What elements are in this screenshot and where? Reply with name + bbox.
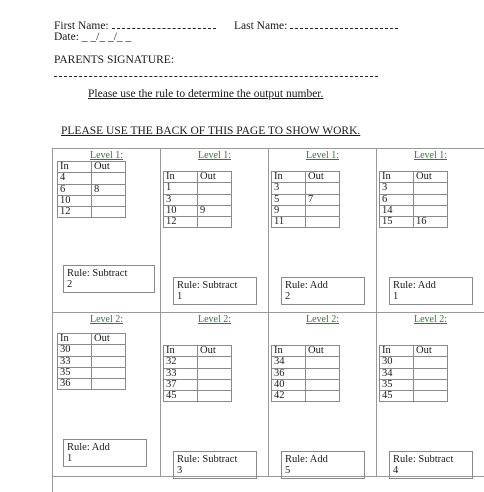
input-value: 4 xyxy=(58,173,92,184)
rule-box xyxy=(389,451,473,479)
column-header-out: Out xyxy=(92,162,126,173)
parents-signature-line[interactable] xyxy=(54,68,378,80)
table-row xyxy=(58,173,126,184)
input-value: 5 xyxy=(272,194,306,205)
table-row xyxy=(272,379,340,390)
table-row xyxy=(164,194,232,205)
table-header-row xyxy=(380,172,448,183)
input-value: 10 xyxy=(164,205,198,216)
level-label: Level 1: xyxy=(197,150,232,161)
input-value: 35 xyxy=(58,367,92,378)
level-label: Level 1: xyxy=(89,150,124,161)
input-value: 3 xyxy=(164,194,198,205)
output-answer-cell[interactable] xyxy=(198,379,232,390)
output-answer-cell[interactable] xyxy=(306,368,340,379)
table-row xyxy=(380,183,448,194)
table-header-row xyxy=(272,346,340,357)
output-answer-cell[interactable] xyxy=(414,357,448,368)
instruction-text: Please use the rule to determine the output number. xyxy=(88,88,324,100)
table-row xyxy=(164,217,232,228)
output-answer-cell[interactable] xyxy=(198,357,232,368)
input-value: 11 xyxy=(272,217,306,228)
input-value: 34 xyxy=(272,357,306,368)
problem-cell xyxy=(53,149,161,313)
table-row xyxy=(380,391,448,402)
rule-amount: 1 xyxy=(177,291,183,302)
input-value: 6 xyxy=(380,194,414,205)
output-answer-cell[interactable] xyxy=(198,217,232,228)
column-header-in: In xyxy=(272,346,306,357)
problem-cell xyxy=(377,149,484,313)
table-header-row xyxy=(380,346,448,357)
table-row xyxy=(272,217,340,228)
table-row xyxy=(272,357,340,368)
column-header-in: In xyxy=(380,346,414,357)
rule-amount: 5 xyxy=(285,465,291,476)
rule-amount: 1 xyxy=(393,291,399,302)
column-header-out: Out xyxy=(198,172,232,183)
input-value: 36 xyxy=(272,368,306,379)
column-header-out: Out xyxy=(414,346,448,357)
table-row xyxy=(380,194,448,205)
output-answer-cell[interactable]: 8 xyxy=(92,184,126,195)
output-answer-cell[interactable] xyxy=(414,194,448,205)
input-value: 36 xyxy=(58,379,92,390)
output-answer-cell[interactable] xyxy=(306,357,340,368)
table-row xyxy=(272,194,340,205)
table-row xyxy=(58,345,126,356)
problem-cell xyxy=(269,313,377,477)
input-value: 35 xyxy=(380,379,414,390)
output-answer-cell[interactable] xyxy=(198,194,232,205)
column-header-in: In xyxy=(272,172,306,183)
output-answer-cell[interactable] xyxy=(306,183,340,194)
problem-cell xyxy=(53,313,161,477)
in-out-table xyxy=(379,171,448,228)
input-value: 45 xyxy=(164,391,198,402)
rule-text: Rule: Add xyxy=(285,454,328,465)
last-name-label: Last Name: xyxy=(234,20,288,32)
rule-text: Rule: Add xyxy=(285,280,328,291)
rule-amount: 3 xyxy=(177,465,183,476)
table-header-row xyxy=(58,334,126,345)
table-row xyxy=(58,207,126,218)
table-row xyxy=(164,357,232,368)
input-value: 33 xyxy=(164,368,198,379)
problem-cell xyxy=(161,313,269,477)
table-header-row xyxy=(58,162,126,173)
level-label: Level 1: xyxy=(305,150,340,161)
output-answer-cell[interactable] xyxy=(306,379,340,390)
problem-cell xyxy=(377,313,484,477)
output-answer-cell[interactable] xyxy=(92,367,126,378)
table-row xyxy=(58,379,126,390)
level-label: Level 2: xyxy=(413,314,448,325)
level-label: Level 2: xyxy=(305,314,340,325)
input-value: 34 xyxy=(380,368,414,379)
first-name-blank[interactable] xyxy=(112,21,216,29)
in-out-table xyxy=(271,345,340,402)
input-value: 40 xyxy=(272,379,306,390)
rule-amount: 2 xyxy=(67,279,73,290)
input-value: 12 xyxy=(164,217,198,228)
input-value: 10 xyxy=(58,195,92,206)
table-row xyxy=(380,217,448,228)
rule-box xyxy=(63,439,147,467)
level-label: Level 1: xyxy=(413,150,448,161)
in-out-table xyxy=(163,345,232,402)
column-header-out: Out xyxy=(92,334,126,345)
input-value: 15 xyxy=(380,217,414,228)
table-row xyxy=(58,356,126,367)
last-name-blank[interactable] xyxy=(290,21,398,29)
output-answer-cell[interactable] xyxy=(198,368,232,379)
rule-amount: 2 xyxy=(285,291,291,302)
output-answer-cell[interactable] xyxy=(92,207,126,218)
input-value: 37 xyxy=(164,379,198,390)
input-value: 45 xyxy=(380,391,414,402)
table-row xyxy=(164,379,232,390)
output-answer-cell[interactable] xyxy=(92,173,126,184)
table-row xyxy=(164,183,232,194)
output-answer-cell[interactable] xyxy=(92,379,126,390)
table-row xyxy=(58,195,126,206)
rule-text: Rule: Subtract xyxy=(177,280,238,291)
rule-box xyxy=(389,277,473,305)
output-answer-cell[interactable] xyxy=(198,391,232,402)
in-out-table xyxy=(163,171,232,228)
in-out-table xyxy=(57,161,126,218)
output-answer-cell[interactable] xyxy=(198,183,232,194)
output-answer-cell[interactable]: 16 xyxy=(414,217,448,228)
output-answer-cell[interactable] xyxy=(306,217,340,228)
table-row xyxy=(272,183,340,194)
input-value: 12 xyxy=(58,207,92,218)
table-row xyxy=(272,391,340,402)
output-answer-cell[interactable]: 9 xyxy=(198,205,232,216)
column-header-out: Out xyxy=(306,346,340,357)
output-answer-cell[interactable] xyxy=(414,205,448,216)
table-row xyxy=(380,379,448,390)
rule-box xyxy=(173,277,257,305)
input-value: 30 xyxy=(380,357,414,368)
output-answer-cell[interactable] xyxy=(92,356,126,367)
column-header-in: In xyxy=(164,172,198,183)
output-answer-cell[interactable] xyxy=(414,379,448,390)
table-header-row xyxy=(164,346,232,357)
output-answer-cell[interactable] xyxy=(306,205,340,216)
table-row xyxy=(58,184,126,195)
last-name-field[interactable] xyxy=(234,20,398,32)
problem-grid xyxy=(52,148,484,492)
column-header-out: Out xyxy=(414,172,448,183)
table-row xyxy=(164,391,232,402)
column-header-in: In xyxy=(58,162,92,173)
table-row xyxy=(164,368,232,379)
rule-amount: 1 xyxy=(67,453,73,464)
rule-text: Rule: Add xyxy=(67,442,110,453)
level-label: Level 2: xyxy=(89,314,124,325)
output-answer-cell[interactable]: 7 xyxy=(306,194,340,205)
input-value: 9 xyxy=(272,205,306,216)
input-value: 6 xyxy=(58,184,92,195)
parents-signature-blank[interactable] xyxy=(54,69,378,77)
output-answer-cell[interactable] xyxy=(414,183,448,194)
table-row xyxy=(272,205,340,216)
input-value: 3 xyxy=(272,183,306,194)
input-value: 32 xyxy=(164,357,198,368)
parents-signature-label: PARENTS SIGNATURE: xyxy=(54,54,175,66)
rule-text: Rule: Add xyxy=(393,280,436,291)
input-value: 33 xyxy=(58,356,92,367)
rule-text: Rule: Subtract xyxy=(67,268,128,279)
table-row xyxy=(380,205,448,216)
column-header-out: Out xyxy=(306,172,340,183)
output-answer-cell[interactable] xyxy=(414,368,448,379)
in-out-table xyxy=(57,333,126,390)
table-row xyxy=(58,367,126,378)
output-answer-cell[interactable] xyxy=(92,195,126,206)
first-name-label: First Name: xyxy=(54,20,109,32)
problem-cell xyxy=(161,149,269,313)
back-of-page-note: PLEASE USE THE BACK OF THIS PAGE TO SHOW WORK. xyxy=(61,125,361,137)
rule-text: Rule: Subtract xyxy=(177,454,238,465)
column-header-in: In xyxy=(380,172,414,183)
input-value: 14 xyxy=(380,205,414,216)
column-header-out: Out xyxy=(198,346,232,357)
input-value: 42 xyxy=(272,391,306,402)
rule-text: Rule: Subtract xyxy=(393,454,454,465)
rule-amount: 4 xyxy=(393,465,399,476)
problem-cell xyxy=(269,149,377,313)
input-value: 30 xyxy=(58,345,92,356)
rule-box xyxy=(281,451,365,479)
table-row xyxy=(380,357,448,368)
in-out-table xyxy=(271,171,340,228)
column-header-in: In xyxy=(58,334,92,345)
output-answer-cell[interactable] xyxy=(414,391,448,402)
in-out-table xyxy=(379,345,448,402)
table-header-row xyxy=(164,172,232,183)
column-header-in: In xyxy=(164,346,198,357)
rule-box xyxy=(63,265,155,293)
output-answer-cell[interactable] xyxy=(92,345,126,356)
table-row xyxy=(272,368,340,379)
rule-box xyxy=(281,277,365,305)
table-header-row xyxy=(272,172,340,183)
input-value: 3 xyxy=(380,183,414,194)
table-row xyxy=(164,205,232,216)
output-answer-cell[interactable] xyxy=(306,391,340,402)
input-value: 1 xyxy=(164,183,198,194)
level-label: Level 2: xyxy=(197,314,232,325)
date-label[interactable]: Date: _ _/_ _/_ _ xyxy=(54,31,132,43)
rule-box xyxy=(173,451,257,479)
table-row xyxy=(380,368,448,379)
